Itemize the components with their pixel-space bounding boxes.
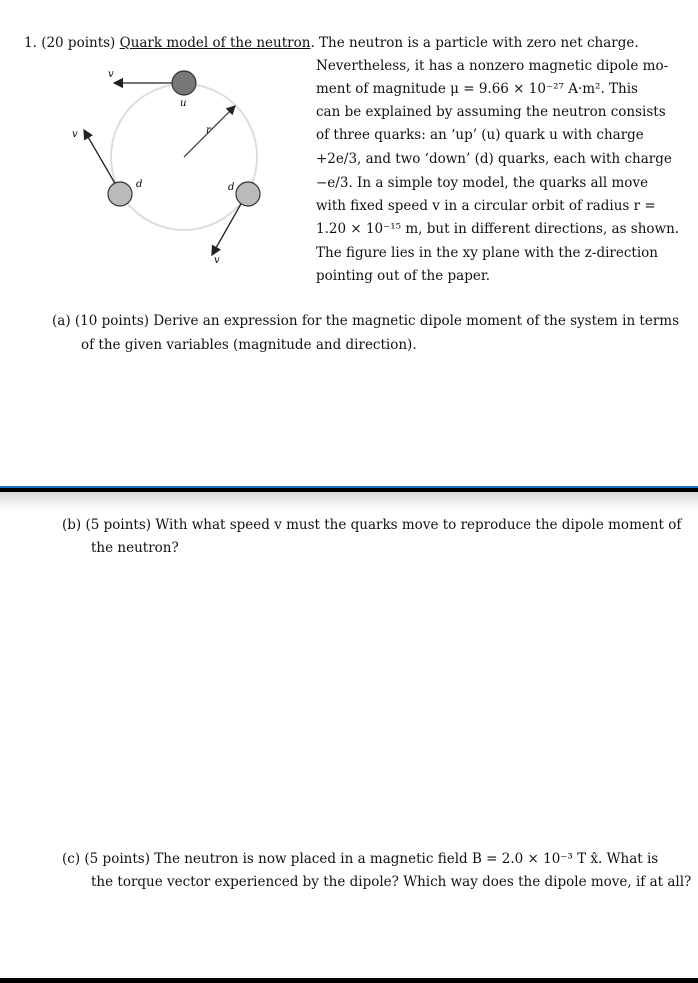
label-u: u (180, 98, 187, 109)
problem-header (24, 32, 639, 55)
part-text: the neutron? (91, 540, 179, 556)
problem-title: Quark model of the neutron (119, 35, 311, 51)
part-text: (5 points) The neutron is now placed in a magnetic field B = 2.0 × 10⁻³ T x̂. What is (84, 851, 659, 867)
problem-points: (20 points) (41, 35, 116, 51)
body-line: The figure lies in the xy plane with the z-direction (316, 245, 659, 261)
quark-orbit-figure (60, 60, 310, 280)
body-line: ment of magnitude μ = 9.66 × 10⁻²⁷ A·m². This (316, 81, 638, 97)
label-d: d (136, 179, 143, 190)
body-line: pointing out of the paper. (316, 268, 491, 284)
part-text: the torque vector experienced by the dipole? Which way does the dipole move, if at all? (91, 874, 692, 890)
body-line: +2e/3, and two ‘down’ (d) quarks, each with charge (316, 151, 672, 167)
down-quark-right (236, 182, 260, 206)
down-quark-left (108, 182, 132, 206)
problem-number: 1. (24, 35, 37, 51)
label-v: v (72, 129, 78, 140)
part-label: (a) (52, 313, 71, 329)
part-label: (b) (62, 517, 82, 533)
body-line: can be explained by assuming the neutron consists (316, 104, 666, 120)
label-v: v (108, 69, 114, 80)
part-label: (c) (62, 851, 81, 867)
part-text: of the given variables (magnitude and direction). (81, 337, 417, 353)
page-shadow (0, 492, 698, 510)
body-line: Nevertheless, it has a nonzero magnetic dipole mo- (316, 58, 669, 74)
part-text: (5 points) With what speed v must the quarks move to reproduce the dipole moment of (85, 517, 682, 533)
body-line: −e/3. In a simple toy model, the quarks all move (316, 175, 649, 191)
up-quark (172, 71, 196, 95)
problem-intro: . The neutron is a particle with zero net charge. (310, 35, 639, 51)
part-text: (10 points) Derive an expression for the magnetic dipole moment of the system in terms (74, 313, 680, 329)
body-line: 1.20 × 10⁻¹⁵ m, but in different directions, as shown. (316, 221, 680, 237)
bottom-bar (0, 978, 698, 983)
label-v: v (214, 255, 220, 266)
label-r: r (206, 125, 211, 136)
body-line: of three quarks: an ‘up’ (u) quark u with charge (316, 127, 644, 143)
label-d: d (228, 182, 235, 193)
body-line: with fixed speed v in a circular orbit of radius r = (316, 198, 656, 214)
